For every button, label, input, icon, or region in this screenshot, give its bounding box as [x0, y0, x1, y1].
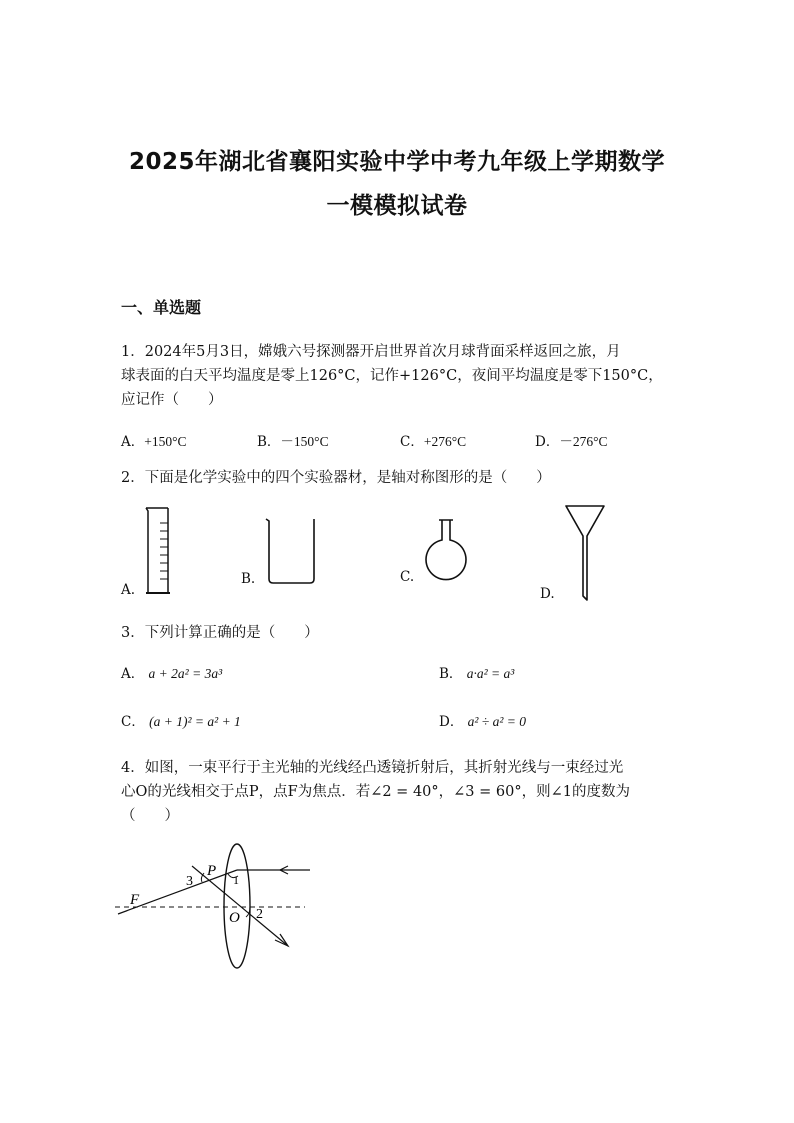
q1-option-b: B．－150°C	[257, 434, 329, 450]
page-title: 2025年湖北省襄阳实验中学中考九年级上学期数学	[128, 149, 665, 175]
q2-option-d-label: D.	[540, 586, 555, 602]
graduated-cylinder-icon	[140, 503, 180, 603]
q1-option-c: C．+276°C	[400, 434, 467, 450]
question-1-line1: 1．2024年5月3日，嫦娥六号探测器开启世界首次月球背面采样返回之旅，月	[121, 344, 621, 360]
q2-option-b-label: B.	[241, 571, 256, 587]
question-3-stem: 3．下列计算正确的是（ ）	[121, 625, 319, 641]
question-4-line1: 4．如图，一束平行于主光轴的光线经凸透镜折射后，其折射光线与一束经过光	[121, 760, 624, 776]
label-p: P	[207, 863, 217, 879]
question-1	[121, 340, 681, 412]
label-angle-3: 3	[186, 874, 193, 889]
q2-option-c-label: C.	[400, 569, 415, 585]
q3-option-b: B． a·a² = a³	[439, 666, 515, 682]
label-f: F	[130, 892, 140, 908]
beaker-icon	[262, 515, 320, 587]
label-angle-1: 1	[233, 873, 239, 887]
question-1-line3: 应记作（ ）	[121, 392, 223, 408]
q1-option-a: A．+150°C	[121, 434, 187, 450]
label-o: O	[229, 910, 240, 926]
q1-option-d: D．－276°C	[535, 434, 608, 450]
question-1-line2: 球表面的白天平均温度是零上126°C，记作+126°C，夜间平均温度是零下150°C，	[121, 368, 663, 384]
funnel-icon	[562, 502, 608, 602]
question-4	[121, 756, 681, 828]
q3-option-a: A． a + 2a² = 3a³	[121, 666, 223, 682]
q3-option-c: C． (a + 1)² = a² + 1	[121, 714, 241, 730]
section-heading: 一、单选题	[121, 298, 202, 317]
round-flask-icon	[422, 518, 472, 584]
question-4-line2: 心O的光线相交于点P，点F为焦点．若∠2 = 40°，∠3 = 60°，则∠1的度数为	[121, 784, 630, 800]
q3-option-d: D． a² ÷ a² = 0	[439, 714, 526, 730]
lens-diagram	[110, 838, 330, 978]
question-4-line3: （ ）	[121, 808, 179, 824]
q2-option-a-label: A.	[121, 582, 136, 598]
page-subtitle: 一模模拟试卷	[326, 193, 468, 219]
label-angle-2: 2	[256, 907, 263, 922]
question-2-stem: 2．下面是化学实验中的四个实验器材，是轴对称图形的是（ ）	[121, 470, 551, 486]
